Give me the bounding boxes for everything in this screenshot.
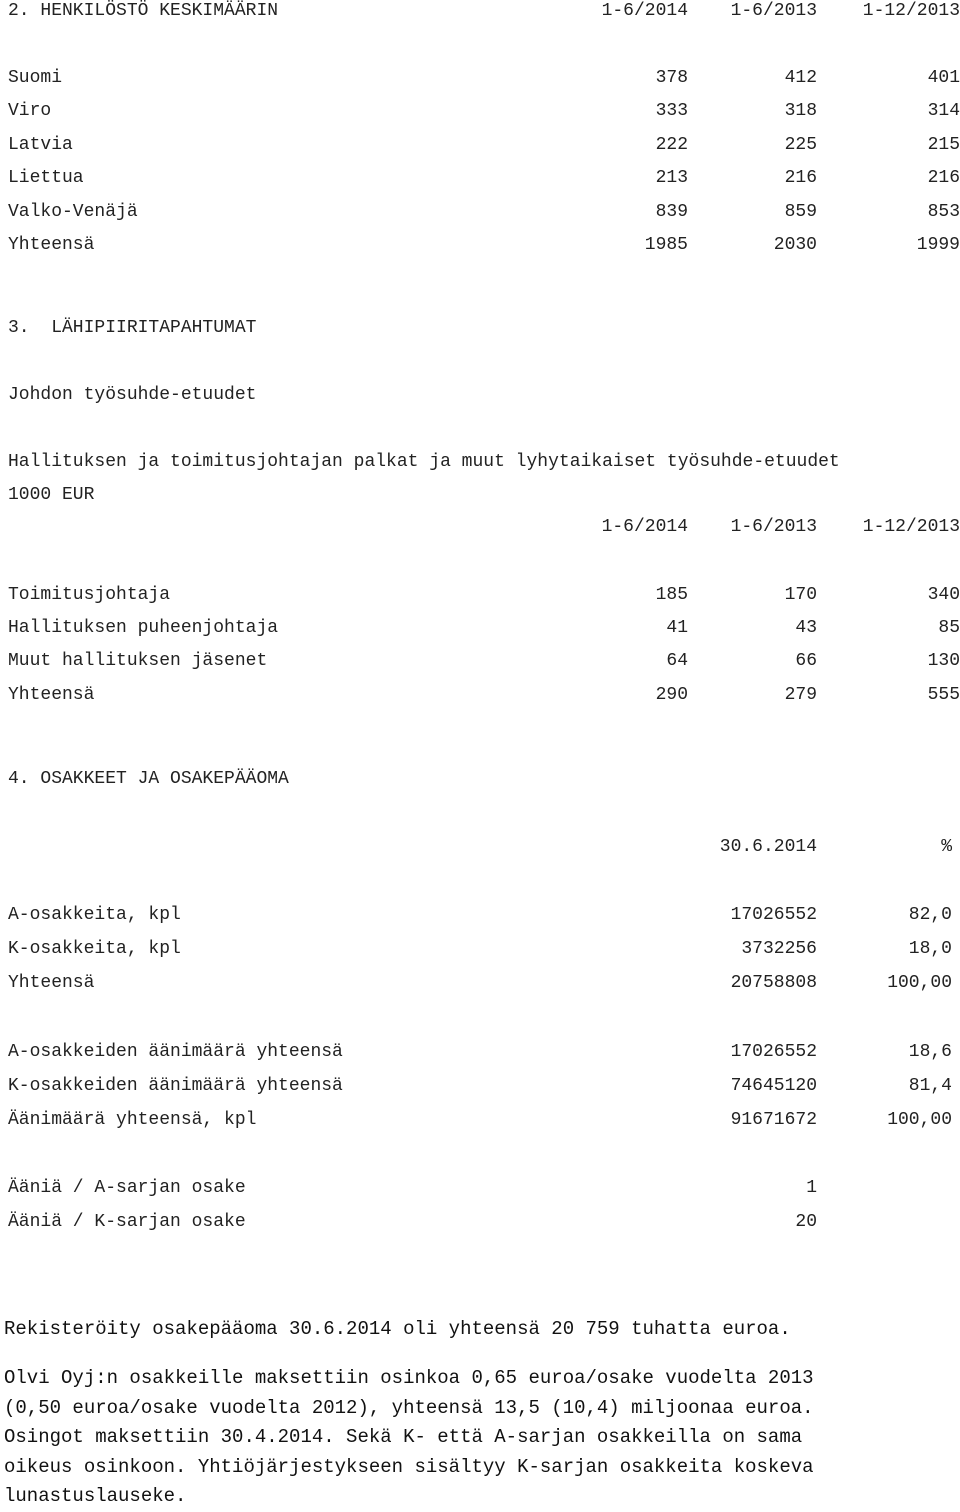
s3-col-header: 1-12/2013 bbox=[862, 517, 960, 537]
cell: 18,0 bbox=[908, 939, 952, 959]
cell: 20 bbox=[795, 1212, 817, 1232]
s2-title: 2. HENKILÖSTÖ KESKIMÄÄRIN bbox=[8, 1, 279, 21]
cell: 17026552 bbox=[730, 905, 817, 925]
table-row bbox=[8, 1211, 960, 1233]
row-label: Äänimäärä yhteensä, kpl bbox=[8, 1110, 257, 1130]
table-row bbox=[8, 67, 960, 89]
s3-col-header: 1-6/2013 bbox=[730, 517, 817, 537]
table-row bbox=[8, 201, 960, 223]
s3-subtitle: Johdon työsuhde-etuudet bbox=[8, 385, 257, 405]
row-label: Yhteensä bbox=[8, 685, 95, 705]
row-label: A-osakkeiden äänimäärä yhteensä bbox=[8, 1042, 343, 1062]
table-row bbox=[8, 1041, 960, 1063]
cell: 222 bbox=[655, 135, 688, 155]
cell: 100,00 bbox=[887, 1110, 952, 1130]
row-label: Liettua bbox=[8, 168, 84, 188]
table-row bbox=[8, 167, 960, 189]
row-label: A-osakkeita, kpl bbox=[8, 905, 181, 925]
cell: 1999 bbox=[916, 235, 960, 255]
s2-col-header: 1-12/2013 bbox=[862, 1, 960, 21]
table-row bbox=[8, 617, 960, 639]
row-label: K-osakkeita, kpl bbox=[8, 939, 181, 959]
s2-header-row bbox=[8, 0, 960, 22]
table-row bbox=[8, 904, 960, 926]
cell: 216 bbox=[927, 168, 960, 188]
row-label: Suomi bbox=[8, 68, 63, 88]
table-row bbox=[8, 1075, 960, 1097]
table-row bbox=[8, 1177, 960, 1199]
dividend-paragraph: Olvi Oyj:n osakkeille maksettiin osinkoa 0,65 euroa/osake vuodelta 2013 (0,50 euroa/osake vuodelta 2012), yhteensä 13,5 (10,4) miljoonaa euroa. Osingot maksettiin 30.4.2014. Sekä K- että A-sarjan osakkeilla on sama oikeus osinkoon. Yhtiöjärjestykseen sisältyy K-sarjan osakkeita koskeva lunastuslauseke. bbox=[4, 1367, 814, 1507]
row-label: Ääniä / K-sarjan osake bbox=[8, 1212, 246, 1232]
table-row bbox=[8, 938, 960, 960]
cell: 3732256 bbox=[741, 939, 817, 959]
cell: 81,4 bbox=[908, 1076, 952, 1096]
s3-title: 3. LÄHIPIIRITAPAHTUMAT bbox=[8, 318, 257, 338]
s3-header-row bbox=[8, 516, 960, 538]
cell: 91671672 bbox=[730, 1110, 817, 1130]
s3-col-header: 1-6/2014 bbox=[601, 517, 688, 537]
cell: 64 bbox=[666, 651, 688, 671]
row-label: Muut hallituksen jäsenet bbox=[8, 651, 268, 671]
row-label: Yhteensä bbox=[8, 973, 95, 993]
table-row bbox=[8, 1109, 960, 1131]
cell: 333 bbox=[655, 101, 688, 121]
row-label: Toimitusjohtaja bbox=[8, 585, 171, 605]
cell: 378 bbox=[655, 68, 688, 88]
row-label: Viro bbox=[8, 101, 52, 121]
cell: 401 bbox=[927, 68, 960, 88]
cell: 555 bbox=[927, 685, 960, 705]
cell: 170 bbox=[784, 585, 817, 605]
cell: 2030 bbox=[773, 235, 817, 255]
cell: 225 bbox=[784, 135, 817, 155]
cell: 74645120 bbox=[730, 1076, 817, 1096]
row-label: K-osakkeiden äänimäärä yhteensä bbox=[8, 1076, 343, 1096]
table-row bbox=[8, 100, 960, 122]
cell: 314 bbox=[927, 101, 960, 121]
cell: 82,0 bbox=[908, 905, 952, 925]
cell: 279 bbox=[784, 685, 817, 705]
cell: 1 bbox=[806, 1178, 817, 1198]
s3-unit: 1000 EUR bbox=[8, 485, 95, 505]
table-row bbox=[8, 234, 960, 256]
row-label: Latvia bbox=[8, 135, 73, 155]
cell: 853 bbox=[927, 202, 960, 222]
cell: 412 bbox=[784, 68, 817, 88]
cell: 340 bbox=[927, 585, 960, 605]
cell: 215 bbox=[927, 135, 960, 155]
cell: 66 bbox=[795, 651, 817, 671]
cell: 859 bbox=[784, 202, 817, 222]
row-label: Yhteensä bbox=[8, 235, 95, 255]
table-row bbox=[8, 684, 960, 706]
table-row bbox=[8, 584, 960, 606]
cell: 17026552 bbox=[730, 1042, 817, 1062]
cell: 216 bbox=[784, 168, 817, 188]
table-row bbox=[8, 134, 960, 156]
s2-col-header: 1-6/2014 bbox=[601, 1, 688, 21]
cell: 41 bbox=[666, 618, 688, 638]
cell: 290 bbox=[655, 685, 688, 705]
row-label: Hallituksen puheenjohtaja bbox=[8, 618, 279, 638]
table-row bbox=[8, 972, 960, 994]
cell: 43 bbox=[795, 618, 817, 638]
cell: 1985 bbox=[644, 235, 688, 255]
s2-col-header: 1-6/2013 bbox=[730, 1, 817, 21]
table-row bbox=[8, 650, 960, 672]
cell: 839 bbox=[655, 202, 688, 222]
cell: 185 bbox=[655, 585, 688, 605]
s4-header-row bbox=[8, 836, 960, 858]
cell: 100,00 bbox=[887, 973, 952, 993]
s4-title: 4. OSAKKEET JA OSAKEPÄÄOMA bbox=[8, 769, 289, 789]
row-label: Ääniä / A-sarjan osake bbox=[8, 1178, 246, 1198]
cell: 213 bbox=[655, 168, 688, 188]
cell: 85 bbox=[938, 618, 960, 638]
row-label: Valko-Venäjä bbox=[8, 202, 138, 222]
cell: 318 bbox=[784, 101, 817, 121]
cell: 130 bbox=[927, 651, 960, 671]
cell: 20758808 bbox=[730, 973, 817, 993]
s4-col-header: 30.6.2014 bbox=[719, 837, 817, 857]
cell: 18,6 bbox=[908, 1042, 952, 1062]
s4-col-header: % bbox=[941, 837, 952, 857]
share-capital-paragraph: Rekisteröity osakepääoma 30.6.2014 oli yhteensä 20 759 tuhatta euroa. bbox=[4, 1318, 791, 1340]
s3-description: Hallituksen ja toimitusjohtajan palkat ja muut lyhytaikaiset työsuhde-etuudet bbox=[8, 452, 840, 472]
